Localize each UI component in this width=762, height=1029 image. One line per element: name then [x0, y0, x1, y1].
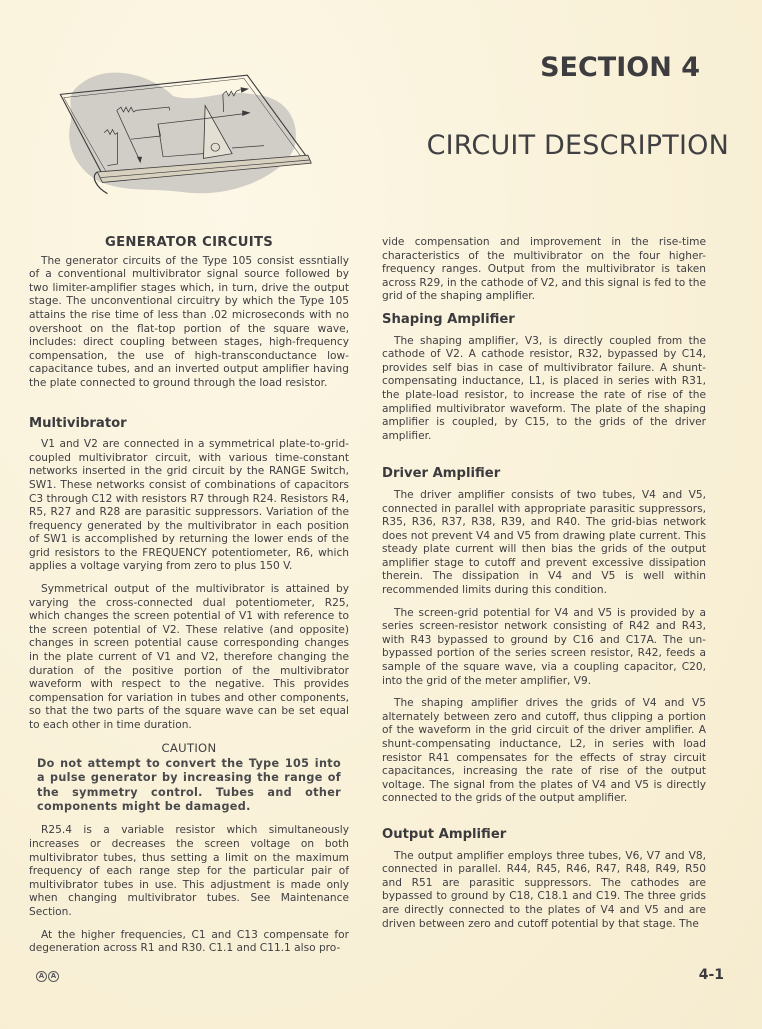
multivibrator-paragraph: At the higher frequencies, C1 and C13 compensate for degeneration across R1 and R30. C1.1 and C11.1 also pro-: [29, 928, 349, 955]
shaping-paragraph: The shaping amplifier, V3, is directly coupled from the cathode of V2. A cathode resistor, R32, bypassed by C14, provides self bias in case of multivibrator failure. A shunt-compensating inductance, L1, is placed in series with R31, the plate-load resistor, to increase the rate of rise of the amplified multivibrator waveform. The plate of the shaping amplifier is coupled, by C15, to the grids of the driver amplifier.: [382, 334, 706, 442]
page-title: CIRCUIT DESCRIPTION: [426, 130, 729, 161]
multivibrator-paragraph: Symmetrical output of the multivibrator is attained by varying the cross-connected dual potentiometer, R25, which changes the screen potential of V1 with reference to the screen potential of V2. These relative (and opposite) changes in screen potential cause corresponding changes in the plate current of V1 and V2, therefore changing the duration of the positive portion of the multivibrator waveform with respect to the negative. This provides compensation for variation in tubes and other components, so that the two parts of the square wave can be set equal to each other in time duration.: [29, 583, 349, 731]
right-column: [382, 236, 706, 940]
driver-amplifier-heading: Driver Amplifier: [382, 466, 501, 482]
drafting-board-illustration: [30, 40, 350, 200]
publisher-mark-letter: A: [48, 971, 59, 982]
driver-paragraph: The driver amplifier consists of two tubes, V4 and V5, connected in parallel with appropriate parasitic suppressors, R35, R36, R37, R38, R39, and R40. The grid-bias network does not prevent V4 and V5 from drawing plate current. This steady plate current will then bias the grids of the output amplifier stage to cutoff and prevent excessive dissipation therein. The dissipation in V4 and V5 is well within recommended limits during this condition.: [382, 488, 706, 597]
driver-paragraph: The screen-grid potential for V4 and V5 is provided by a series screen-resistor network consisting of R42 and R43, with R43 bypassed to ground by C16 and C17A. The un-bypassed portion of the series screen resistor, R42, feeds a sample of the square wave, via a coupling capacitor, C20, into the grid of the meter amplifier, V9.: [382, 606, 706, 687]
driver-paragraph: The shaping amplifier drives the grids of V4 and V5 alternately between zero and cutoff, thus clipping a portion of the waveform in the grid circuit of the driver amplifier. A shunt-compensating inductance, L2, in series with load resistor R41 compensates for the effects of stray circuit capacitances, increasing the rate of rise of the output voltage. The signal from the plates of V4 and V5 is directly connected to the grids of the output amplifier.: [382, 697, 706, 805]
left-column: [29, 236, 349, 965]
generator-circuits-heading: GENERATOR CIRCUITS: [104, 235, 274, 250]
section-label: SECTION 4: [540, 52, 700, 83]
multivibrator-heading: Multivibrator: [29, 415, 127, 431]
output-amplifier-heading: Output Amplifier: [382, 826, 507, 842]
publisher-mark: [36, 971, 59, 982]
caution-text: Do not attempt to convert the Type 105 into a pulse generator by increasing the range of the symmetry control. Tubes and other components might be damaged.: [37, 757, 341, 814]
continuation-paragraph: vide compensation and improvement in the rise-time characteristics of the multivibrator on the four higher-frequency ranges. Output from the multivibrator is taken across R29, in the cathode of V2, and this signal is fed to the grid of the shaping amplifier.: [382, 236, 706, 303]
publisher-mark-letter: A: [36, 971, 47, 982]
output-paragraph: The output amplifier employs three tubes, V6, V7 and V8, connected in parallel. R44, R45, R46, R47, R48, R49, R50 and R51 are parasitic suppressors. The cathodes are bypassed to ground by C18, C18.1 and C19. The three grids are directly connected to the plates of V4 and V5 and are driven between zero and cutoff potential by that stage. The: [382, 849, 706, 930]
caution-title: CAUTION: [161, 740, 217, 755]
multivibrator-paragraph: V1 and V2 are connected in a symmetrical plate-to-grid-coupled multivibrator circuit, with various time-constant networks inserted in the grid circuit by the RANGE Switch, SW1. These networks consist of combinations of capacitors C3 through C12 with resistors R7 through R24. Resistors R4, R5, R27 and R28 are parasitic suppressors. Variation of the frequency generated by the multivibrator in each position of SW1 is accomplished by returning the lower ends of the grid resistors to the FREQUENCY potentiometer, R6, which applies a voltage varying from zero to plus 150 V.: [29, 438, 349, 573]
multivibrator-paragraph: R25.4 is a variable resistor which simultaneously increases or decreases the screen voltage on both multivibrator tubes, thus setting a limit on the maximum frequency of each range step for the particular pair of multivibrator tubes in use. This adjustment is made only when changing multivibrator tubes. See Maintenance Section.: [29, 824, 349, 918]
shaping-amplifier-heading: Shaping Amplifier: [382, 311, 515, 327]
page-number: 4-1: [698, 967, 724, 983]
generator-paragraph: The generator circuits of the Type 105 consist essntially of a conventional multivibrator signal source followed by two limiter-amplifier stages which, in turn, drive the output stage. The unconventional circuitry by which the Type 105 attains the rise time of less than .02 microseconds with no overshoot on the flat-top portion of the square wave, includes: direct coupling between stages, high-frequency compensation, the use of high-transconductance low-capacitance tubes, and an inverted output amplifier having the plate connected to ground through the load resistor.: [29, 254, 349, 389]
